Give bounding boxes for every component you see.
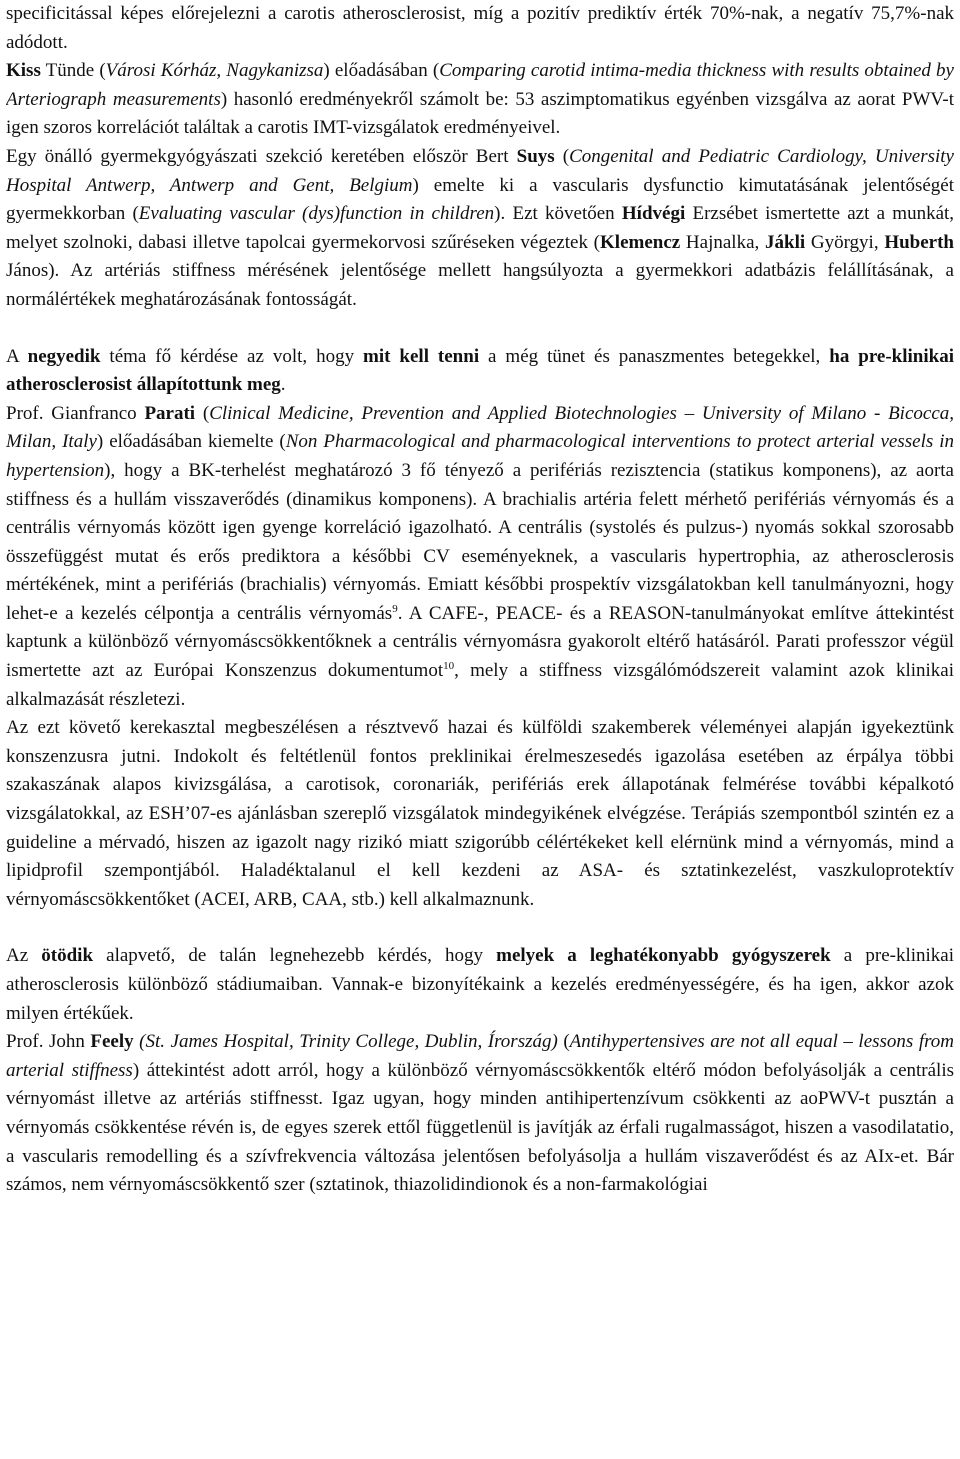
italic-text: Antihypertensives are not all equal – lessons from arterial stiffness bbox=[6, 1031, 954, 1081]
italic-text: (St. James Hospital, Trinity College, Dublin, Írország) bbox=[139, 1031, 558, 1053]
text-run: alapvető, de talán legnehezebb kérdés, hogy bbox=[93, 945, 497, 967]
bold-text: mit kell tenni bbox=[363, 345, 480, 367]
italic-text: Non Pharmacological and pharmacological interventions to protect arterial vessels in hypertension bbox=[6, 431, 954, 481]
text-run: ) hasonló eredményekről számolt be: 53 aszimptomatikus egyénben vizsgálva az aorat PWV-t igen szoros korrelációt találtak a carotis IMT-vizsgálatok eredményeivel. bbox=[6, 88, 954, 139]
bold-text: ötödik bbox=[41, 945, 94, 967]
italic-text: Clinical Medicine, Prevention and Applied Biotechnologies – University of Milano - Bicocca, Milan, Italy bbox=[6, 402, 954, 453]
paragraph-p6 bbox=[6, 714, 954, 914]
text-run: Egy önálló gyermekgyógyászati szekció keretében először Bert bbox=[6, 145, 517, 167]
text-run: Hajnalka, bbox=[680, 231, 765, 253]
text-run: ), hogy a BK-terhelést meghatározó 3 fő tényező a perifériás rezisztencia (statikus komponens), az aorta stiffness és a hullám visszaverődés (dinamikus komponens). A brachialis artéria felett mérhető perifériás vérnyomás és a centrális vérnyomás között igen gyenge korreláció igazolható. A centrális (systolés és pulzus-) nyomás sokkal szorosabb összefüggést mutat és erős prediktora a későbbi CV eseményeknek, a vascularis hypertrophia, az atherosclerosis mértékének, mint a perifériás (brachialis) vérnyomás. Emiatt későbbi prospektív vizsgálatokban kell tanulmányozni, hogy lehet-e a kezelés célpontja a centrális vérnyomás bbox=[6, 459, 954, 624]
text-run: ) előadásában kiemelte ( bbox=[96, 431, 286, 453]
text-run: a még tünet és panaszmentes betegekkel, bbox=[479, 345, 830, 367]
text-run: Az bbox=[6, 945, 42, 967]
paragraph-spacer bbox=[6, 914, 954, 942]
text-run: ) emelte ki a vascularis dysfunctio kimutatásának jelentőségét gyermekkorban ( bbox=[6, 174, 954, 225]
text-run: Tünde ( bbox=[40, 60, 106, 82]
italic-text: Városi Kórház, Nagykanizsa bbox=[105, 60, 324, 82]
text-run: ( bbox=[554, 145, 570, 167]
bold-text: Suys bbox=[516, 145, 555, 167]
bold-text: Feely bbox=[90, 1031, 134, 1053]
text-run: ( bbox=[557, 1031, 570, 1053]
paragraph-spacer bbox=[6, 315, 954, 343]
bold-text: Parati bbox=[144, 402, 196, 424]
bold-text: Jákli bbox=[765, 231, 806, 253]
text-run: Az ezt követő kerekasztal megbeszélésen a résztvevő hazai és külföldi szakemberek véleményei alapján igyekeztünk konszenzusra jutni. Indokolt és feltétlenül fontos preklinikai érelmeszesedés igazolása esetében az érpálya többi szakaszának alapos kivizsgálása, a carotisok, coronariák, perifériás erek állapotának felmérése további képalkotó vizsgálatokkal, az ESH’07-es ajánlásban szereplő vizsgálatok mindegyikének elvégzése. Terápiás szempontból szintén ez a guideline a mérvadó, hiszen az igazolt nagy rizikó miatt szigorúbb célértékeket kell elérnünk mind a vérnyomás, mind a lipidprofil szempontjából. Haladéktalanul el kell kezdeni az ASA- és sztatinkezelést, vaszkuloprotektív vérnyomáscsökkentőket (ACEI, ARB, CAA, stb.) kell alkalmaznunk. bbox=[6, 717, 954, 910]
bold-text: negyedik bbox=[27, 345, 101, 367]
bold-text: Hídvégi bbox=[621, 203, 686, 225]
footnote-ref: 10 bbox=[443, 660, 455, 673]
text-run: specificitással képes előrejelezni a carotis atherosclerosist, míg a pozitív prediktív érték 70%-nak, a negatív 75,7%-nak adódott. bbox=[6, 3, 954, 53]
text-run: Prof. John bbox=[6, 1031, 91, 1053]
bold-text: Huberth bbox=[884, 231, 954, 253]
italic-text: Congenital and Pediatric Cardiology, University Hospital Antwerp, Antwerp and Gent, Belgium bbox=[6, 145, 954, 196]
text-run: János). Az artériás stiffness mérésének jelentősége mellett hangsúlyozta a gyermekkori adatbázis felállításának, a normálértékek meghatározásának fontosságát. bbox=[6, 260, 954, 310]
bold-text: Kiss bbox=[6, 60, 41, 82]
footnote-ref: 9 bbox=[392, 602, 398, 615]
paragraph-p8 bbox=[6, 1028, 954, 1200]
bold-text: Klemencz bbox=[600, 231, 681, 253]
paragraph-p4 bbox=[6, 343, 954, 400]
text-run: ) áttekintést adott arról, hogy a különböző vérnyomáscsökkentők eltérő módon befolyásolják a centrális vérnyomást illetve az artériás stiffnesst. Igaz ugyan, hogy minden antihipertenzívum csökkenti az aoPWV-t pusztán a vérnyomás csökkentése révén is, de egyes szerek ettől függetlenül is javítják az érfali rugalmasságot, hiszen a vasodilatatio, a vascularis remodelling és a szívfrekvencia változása jelentősen befolyásolja a hullám viszaverődést és az AIx-et. Bár számos, nem vérnyomáscsökkentő szer (sztatinok, thiazolidindionok és a non-farmakológiai bbox=[6, 1059, 954, 1196]
text-run: a pre-klinikai atherosclerosis különböző stádiumaiban. Vannak-e bizonyítékaink a kezelés eredményességére, és ha igen, akkor azok milyen értékűek. bbox=[6, 945, 954, 1024]
document-page bbox=[6, 0, 954, 1459]
text-run: . A CAFE-, PEACE- és a REASON-tanulmányokat említve áttekintést kaptunk a különböző vérnyomáscsökkentőknek a centrális vérnyomásra gyakorolt eltérő hatásáról. Parati professzor végül ismertette azt az Európai Konszenzus dokumentumot bbox=[6, 602, 954, 682]
paragraph-p1 bbox=[6, 0, 954, 57]
text-run: ) előadásában ( bbox=[323, 60, 440, 82]
text-run: Prof. Gianfranco bbox=[6, 402, 145, 424]
italic-text: Comparing carotid intima-media thickness with results obtained by Arteriograph measurements bbox=[6, 60, 954, 110]
text-run: , mely a stiffness vizsgálómódszereit valamint azok klinikai alkalmazását részletezi. bbox=[6, 660, 954, 710]
paragraph-p3 bbox=[6, 143, 954, 315]
bold-text: ha pre-klinikai atherosclerosist állapítottunk meg bbox=[6, 345, 954, 396]
text-run: téma fő kérdése az volt, hogy bbox=[100, 345, 364, 367]
text-run: ). Ezt követően bbox=[494, 203, 622, 225]
text-run: A bbox=[6, 345, 28, 367]
text-run: . bbox=[280, 374, 286, 396]
text-run: Györgyi, bbox=[805, 231, 885, 253]
text-run: ( bbox=[195, 402, 210, 424]
paragraph-p2 bbox=[6, 57, 954, 143]
bold-text: melyek a leghatékonyabb gyógyszerek bbox=[496, 945, 831, 967]
italic-text: Evaluating vascular (dys)function in children bbox=[138, 203, 495, 225]
text-run: Erzsébet ismertette azt a munkát, melyet szolnoki, dabasi illetve tapolcai gyermekorvosi szűréseken végeztek ( bbox=[6, 203, 954, 253]
paragraph-p5 bbox=[6, 400, 954, 715]
paragraph-p7 bbox=[6, 942, 954, 1028]
